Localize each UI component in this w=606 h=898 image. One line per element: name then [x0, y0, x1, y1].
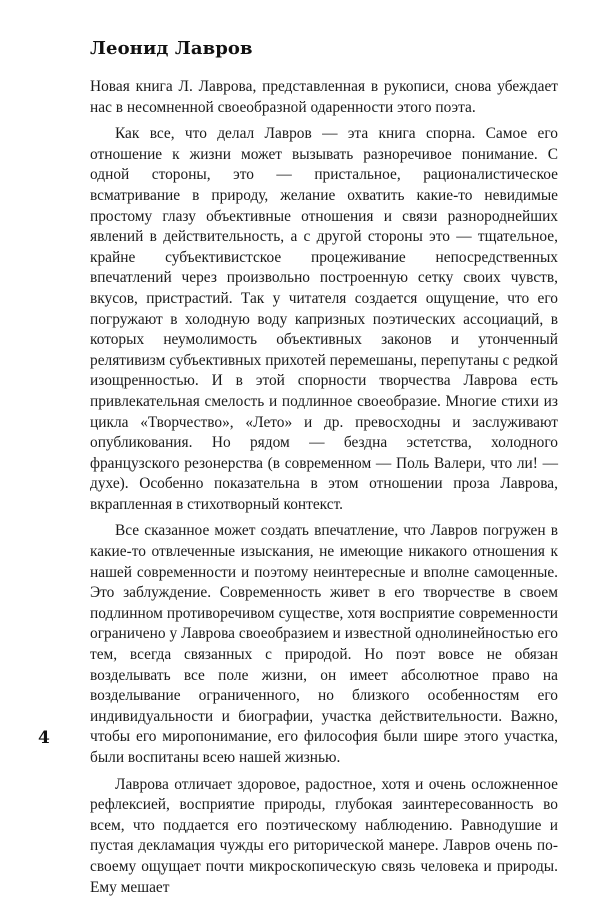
page-number: 4 [38, 728, 50, 748]
paragraph-3: Все сказанное может создать впечатление, что Лавров погружен в какие-то отвлеченные изыскания, не имеющие никакого отношения к нашей современности и поэтому неинтересные и вполне самоценные. Это заблуждение. Современность живет в его творчестве в своем подлинном противоречивом существе, хотя восприятие современности ограничено у Лаврова своеобразием и известной однолинейностью его тем, всегда связанных с природой. Но поэт вовсе не обязан возделывать все поле жизни, он имеет абсолютное право на возделывание ограниченного, но близкого особенностям его индивидуальности и биографии, участка действительности. Важно, чтобы его миропонимание, его философия были шире этого участка, были воспитаны всею нашей жизнью. [90, 522, 558, 766]
body-text [90, 77, 558, 898]
running-header-author: Леонид Лавров [90, 38, 253, 59]
paragraph-1: Новая книга Л. Лаврова, представленная в рукописи, снова убеждает нас в несомненной своеобразной одаренности этого поэта. [90, 78, 558, 116]
paragraph-2: Как все, что делал Лавров — эта книга спорна. Самое его отношение к жизни может вызывать разноречивое понимание. С одной стороны, это — пристальное, рационалистическое всматривание в природу, желание охватить какие-то невидимые простому глазу объективные отношения и связи разнороднейших явлений в действительность, а с другой стороны это — тщательное, крайне субъективистское процеживание непосредственных впечатлений через произвольно построенную сетку своих чувств, вкусов, пристрастий. Так у читателя создается ощущение, что его погружают в холодную воду капризных поэтических ассоциаций, в которых неумолимость объективных законов и утонченный релятивизм субъективных прихотей перемешаны, перепутаны с редкой изощренностью. И в этой спорности творчества Лаврова есть привлекательная смелость и подлинное своеобразие. Многие стихи из цикла «Творчество», «Лето» и др. превосходны и заслуживают опубликования. Но рядом — бездна эстетства, холодного французского резонерства (в современном — Поль Валери, что ли! — духе). Особенно показательна в этом отношении проза Лаврова, вкрапленная в стихотворный контекст. [90, 125, 558, 513]
paragraph-4: Лаврова отличает здоровое, радостное, хотя и очень осложненное рефлексией, восприятие природы, глубокая заинтересованность во всем, что поддается его поэтическому наблюдению. Равнодушие и пустая декламация чужды его риторической манере. Лавров очень по-своему ощущает почти микроскопическую связь человека и природы. Ему мешает [90, 775, 558, 896]
